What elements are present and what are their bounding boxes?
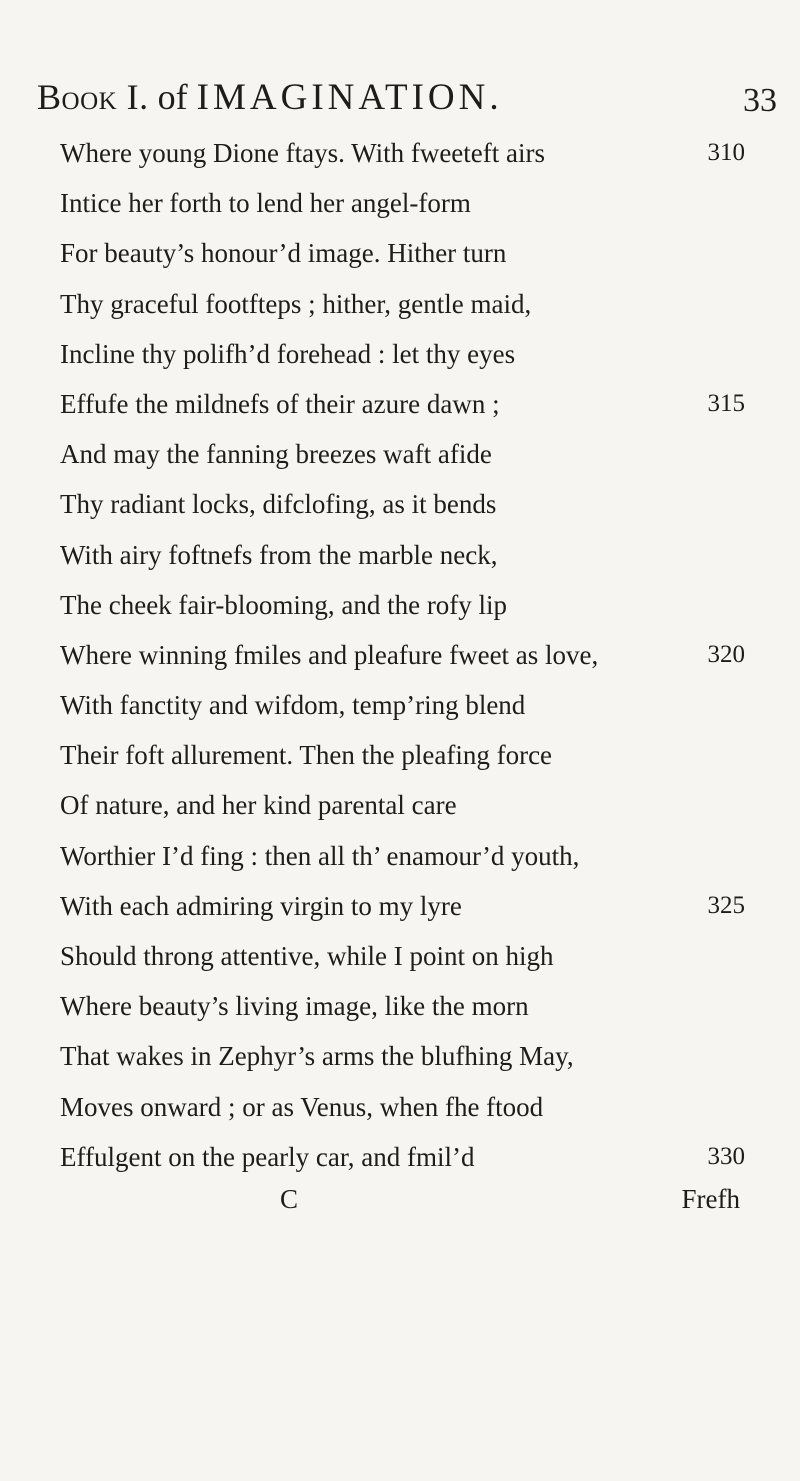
verse-text: Effufe the mildnefs of their azure dawn ; (60, 388, 500, 419)
verse-line (60, 981, 740, 1031)
verse-line (60, 128, 745, 178)
verse-line (60, 1132, 745, 1182)
verse-line (60, 680, 740, 730)
verse-text: With each admiring virgin to my lyre (60, 890, 462, 921)
verse-text: Worthier I’d fing : then all th’ enamour’d youth, (60, 840, 580, 871)
verse-line (60, 780, 740, 830)
verse-text: Incline thy polifh’d forehead : let thy eyes (60, 338, 516, 369)
line-number: 310 (707, 139, 745, 166)
verse-text: Where young Dione ftays. With fweeteft airs (60, 138, 545, 168)
verse-text: Should throng attentive, while I point on high (60, 941, 554, 971)
verse-text: With airy foftnefs from the marble neck, (60, 539, 498, 570)
running-header (37, 72, 777, 122)
verse-text: Thy radiant locks, difclofing, as it bends (60, 489, 497, 520)
verse-line (60, 931, 740, 981)
verse-line (60, 479, 740, 529)
verse-text: Where winning fmiles and pleafure fweet as love, (60, 639, 599, 670)
verse-line (60, 228, 740, 278)
line-number: 315 (707, 389, 745, 417)
verse-line (60, 429, 740, 479)
verse-text: And may the fanning breezes waft afide (60, 439, 492, 470)
line-number: 325 (707, 891, 745, 919)
verse-line (60, 329, 740, 379)
verse-text: Thy graceful footfteps ; hither, gentle maid, (60, 288, 532, 319)
verse-text: The cheek fair-blooming, and the rofy lip (60, 589, 508, 620)
signature-mark: C (280, 1184, 299, 1214)
verse-line (60, 1082, 740, 1132)
page-number: 33 (743, 82, 777, 119)
book-label: Book I. (37, 77, 149, 117)
verse-line (60, 379, 745, 429)
header-title: IMAGINATION. (196, 77, 503, 118)
verse-text: Where beauty’s living image, like the morn (60, 991, 529, 1022)
verse-line (60, 580, 740, 630)
verse-text: Intice her forth to lend her angel-form (60, 188, 471, 219)
line-number: 320 (707, 640, 745, 668)
verse-line (60, 1031, 740, 1081)
header-of: of (157, 77, 188, 117)
verse-body (60, 128, 745, 1182)
verse-line (60, 730, 740, 780)
verse-text: Moves onward ; or as Venus, when fhe ftood (60, 1091, 544, 1122)
verse-line (60, 178, 740, 228)
verse-line (60, 279, 740, 329)
verse-line (60, 881, 745, 931)
verse-line (60, 530, 740, 580)
verse-text: Effulgent on the pearly car, and fmil’d (60, 1141, 475, 1172)
verse-text: That wakes in Zephyr’s arms the blufhing May, (60, 1041, 574, 1072)
line-number: 330 (707, 1142, 745, 1170)
catchword: Frefh (681, 1184, 740, 1214)
verse-line (60, 831, 740, 881)
verse-line (60, 630, 745, 680)
verse-text: With fanctity and wifdom, temp’ring blend (60, 690, 526, 721)
verse-text: Of nature, and her kind parental care (60, 790, 457, 821)
verse-text: Their foft allurement. Then the pleafing force (60, 740, 553, 771)
verse-text: For beauty’s honour’d image. Hither turn (60, 238, 507, 269)
page-footer (60, 1177, 740, 1221)
